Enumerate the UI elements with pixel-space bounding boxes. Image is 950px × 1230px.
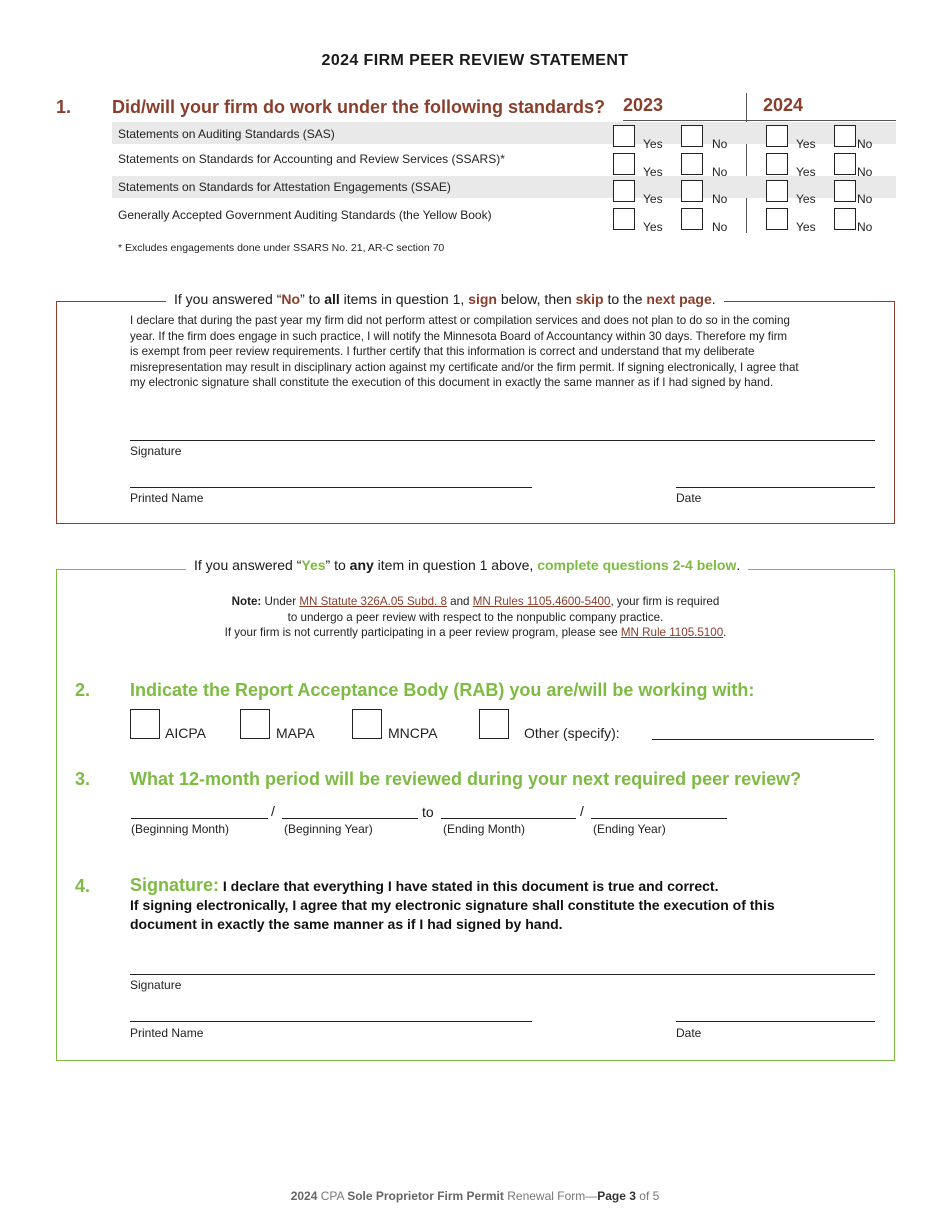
yes-signature-line[interactable]	[130, 974, 875, 975]
yes-signature-label: Signature	[130, 978, 182, 992]
mn-rule-5100-link[interactable]: MN Rule 1105.5100	[620, 626, 724, 640]
yellow-book-2024-yes-checkbox[interactable]	[766, 208, 788, 230]
year-2024-header: 2024	[763, 95, 804, 115]
ssae-2023-yes-checkbox[interactable]	[613, 180, 635, 202]
yes-date-label: Date	[676, 1026, 702, 1040]
rab-mncpa-label: MNCPA	[388, 725, 438, 741]
ssars-footnote: * Excludes engagements done under SSARS No. 21, AR-C section 70	[118, 242, 445, 254]
ending-year-line[interactable]	[591, 818, 727, 819]
sas-2024-no-label: No	[857, 137, 873, 151]
mn-statute-link[interactable]: MN Statute 326A.05 Subd. 8	[299, 595, 447, 608]
question-2-text: Indicate the Report Acceptance Body (RAB) you are/will be working with:	[130, 680, 755, 700]
beginning-month-line[interactable]	[131, 818, 268, 819]
no-printed-name-label: Printed Name	[130, 491, 204, 505]
ssae-2023-no-label: No	[712, 192, 728, 206]
year-underline	[623, 120, 896, 121]
yellow-book-2023-yes-checkbox[interactable]	[613, 208, 635, 230]
rab-mncpa-checkbox[interactable]	[352, 709, 382, 739]
standard-row-ssae: Statements on Standards for Attestation Engagements (SSAE)	[118, 180, 451, 194]
ssae-2024-no-label: No	[857, 192, 873, 206]
beginning-month-label: (Beginning Month)	[131, 822, 230, 836]
standard-row-ssars: Statements on Standards for Accounting and Review Services (SSARS)*	[118, 152, 505, 166]
sas-2024-no-checkbox[interactable]	[834, 125, 856, 147]
question-4-number: 4.	[75, 876, 91, 896]
yellow-book-2024-no-checkbox[interactable]	[834, 208, 856, 230]
beginning-year-label: (Beginning Year)	[284, 822, 373, 836]
ssae-2024-yes-label: Yes	[796, 192, 816, 206]
ssae-2024-no-checkbox[interactable]	[834, 180, 856, 202]
ssars-2024-no-label: No	[857, 165, 873, 179]
question-1-number: 1.	[56, 97, 72, 117]
beginning-year-line[interactable]	[282, 818, 418, 819]
sas-2024-yes-label: Yes	[796, 137, 816, 151]
yellow-book-2023-no-checkbox[interactable]	[681, 208, 703, 230]
standard-row-sas: Statements on Auditing Standards (SAS)	[118, 127, 335, 141]
yes-answer-section	[56, 569, 895, 1061]
ssars-2024-yes-label: Yes	[796, 165, 816, 179]
standard-row-yellow-book: Generally Accepted Government Auditing Standards (the Yellow Book)	[118, 208, 492, 222]
yellow-book-2023-yes-label: Yes	[643, 220, 663, 234]
yes-printed-name-line[interactable]	[130, 1021, 532, 1022]
no-signature-line[interactable]	[130, 440, 875, 441]
sas-2023-no-label: No	[712, 137, 728, 151]
exemption-declaration: I declare that during the past year my firm did not perform attest or compilation services and does not plan to do so in the coming year. If the firm does engage in such practice, I will notify the Minnesota Board of Accountancy within 30 days. Therefore my firm is exempt from peer review requirements. I further certify that this information is correct and understand that my deliberate misrepresentation may result in disciplinary action against my certificate and/or the firm permit. If signing electronically, I agree that my electronic signature shall constitute the execution of this document in exactly the same manner as if I had signed by hand.	[130, 314, 799, 390]
no-date-line[interactable]	[676, 487, 875, 488]
rab-mapa-checkbox[interactable]	[240, 709, 270, 739]
ending-month-label: (Ending Month)	[443, 822, 526, 836]
yellow-book-2023-no-label: No	[712, 220, 728, 234]
ending-month-line[interactable]	[441, 818, 576, 819]
no-date-label: Date	[676, 491, 702, 505]
slash-2: /	[580, 803, 584, 819]
sas-2023-yes-label: Yes	[643, 137, 663, 151]
year-2023-header: 2023	[623, 95, 664, 115]
ssae-2024-yes-checkbox[interactable]	[766, 180, 788, 202]
rab-other-label: Other (specify):	[524, 725, 620, 741]
rab-other-specify-line[interactable]	[652, 739, 874, 740]
question-4-declaration: Signature: I declare that everything I have stated in this document is true and correct. If signing electronically, I agree that my electronic signature shall constitute the execution of this document in exactly the same manner as if I had signed by hand.	[130, 875, 775, 932]
rab-aicpa-label: AICPA	[165, 725, 206, 741]
ssars-2024-yes-checkbox[interactable]	[766, 153, 788, 175]
year-divider	[746, 93, 747, 233]
yellow-book-2024-yes-label: Yes	[796, 220, 816, 234]
no-signature-label: Signature	[130, 444, 182, 458]
ssars-2023-yes-checkbox[interactable]	[613, 153, 635, 175]
yes-printed-name-label: Printed Name	[130, 1026, 204, 1040]
question-3-number: 3.	[75, 769, 91, 789]
question-3-text: What 12-month period will be reviewed during your next required peer review?	[130, 769, 802, 789]
ending-year-label: (Ending Year)	[593, 822, 666, 836]
question-2-number: 2.	[75, 680, 91, 700]
question-1-text: Did/will your firm do work under the following standards?	[112, 97, 606, 117]
ssars-2024-no-checkbox[interactable]	[834, 153, 856, 175]
no-printed-name-line[interactable]	[130, 487, 532, 488]
ssae-2023-no-checkbox[interactable]	[681, 180, 703, 202]
sas-2023-yes-checkbox[interactable]	[613, 125, 635, 147]
rab-aicpa-checkbox[interactable]	[130, 709, 160, 739]
rab-other-checkbox[interactable]	[479, 709, 509, 739]
page-footer: 2024 CPA Sole Proprietor Firm Permit Renewal Form—Page 3 of 5	[290, 1189, 660, 1203]
page-title: 2024 FIRM PEER REVIEW STATEMENT	[321, 52, 629, 69]
peer-review-note: Note: Under MN Statute 326A.05 Subd. 8 and MN Rules 1105.4600-5400, your firm is required to undergo a peer review with respect to the nonpublic company practice. If your firm is not currently participating in a peer review program, please see MN Rule 1105.5100.	[224, 595, 727, 640]
rab-mapa-label: MAPA	[276, 725, 315, 741]
to-label: to	[422, 804, 434, 820]
ssars-2023-no-checkbox[interactable]	[681, 153, 703, 175]
ssars-2023-no-label: No	[712, 165, 728, 179]
ssae-2023-yes-label: Yes	[643, 192, 663, 206]
mn-rules-link[interactable]: MN Rules 1105.4600-5400	[472, 595, 611, 608]
no-answer-instructions: If you answered “No” to all items in question 1, sign below, then skip to the next page.	[166, 291, 724, 307]
slash-1: /	[271, 803, 275, 819]
sas-2023-no-checkbox[interactable]	[681, 125, 703, 147]
yes-answer-instructions: If you answered “Yes” to any item in question 1 above, complete questions 2-4 below.	[186, 557, 748, 573]
ssars-2023-yes-label: Yes	[643, 165, 663, 179]
yellow-book-2024-no-label: No	[857, 220, 873, 234]
yes-date-line[interactable]	[676, 1021, 875, 1022]
sas-2024-yes-checkbox[interactable]	[766, 125, 788, 147]
